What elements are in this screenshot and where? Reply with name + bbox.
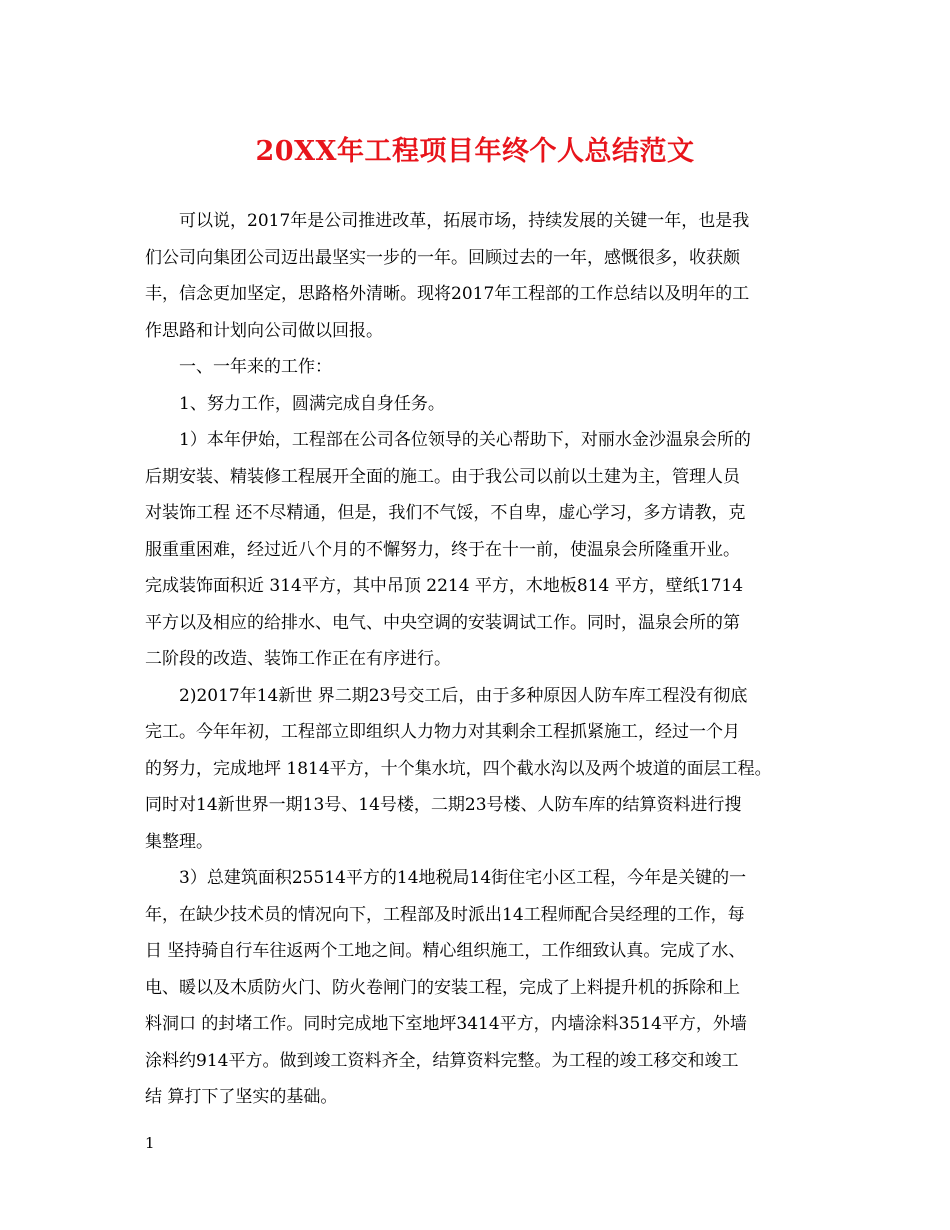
text-line: 结 算打下了坚实的基础。 — [145, 1087, 338, 1107]
text-line: 作思路和计划向公司做以回报。 — [145, 320, 383, 341]
text-line: 的努力，完成地坪 1814平方，十个集水坑，四个截水沟以及两个坡道的面层工程。 — [145, 758, 772, 779]
text-line: 完成装饰面积近 314平方，其中吊顶 2214 平方，木地板814 平方，壁纸1714 — [145, 576, 744, 596]
text-line: 平方以及相应的给排水、电气、中央空调的安装调试工作。同时，温泉会所的第 — [145, 612, 740, 633]
text-line: 可以说，2017年是公司推进改革，拓展市场，持续发展的关键一年，也是我 — [179, 211, 750, 231]
text-line: 集整理。 — [145, 831, 213, 852]
text-line: 日 坚持骑自行车往返两个工地之间。精心组织施工，工作细致认真。完成了水、 — [145, 941, 746, 961]
text-line: 电、暖以及木质防火门、防火卷闸门的安装工程，完成了上料提升机的拆除和上 — [145, 977, 740, 998]
text-line: 3）总建筑面积25514平方的14地税局14街住宅小区工程，今年是关键的一 — [179, 868, 747, 888]
text-line: 2)2017年14新世 界二期23号交工后，由于多种原因人防车库工程没有彻底 — [179, 685, 748, 706]
text-line: 料洞口 的封堵工作。同时完成地下室地坪3414平方，内墙涂料3514平方，外墙 — [145, 1014, 747, 1034]
paragraph — [145, 203, 835, 349]
text-line: 完工。今年年初，工程部立即组织人力物力对其剩余工程抓紧施工，经过一个月 — [145, 722, 740, 742]
text-line: 一、一年来的工作： — [179, 357, 332, 377]
text-line: 对装饰工程 还不尽精通，但是，我们不气馁，不自卑，虚心学习，多方请教，克 — [145, 503, 746, 523]
text-line: 年，在缺少技术员的情况向下，工程部及时派出14工程师配合吴经理的工作，每 — [145, 904, 745, 925]
text-line: 二阶段的改造、装饰工作正在有序进行。 — [145, 649, 451, 669]
paragraph — [145, 349, 835, 386]
text-line: 1）本年伊始，工程部在公司各位领导的关心帮助下，对丽水金沙温泉会所的 — [179, 430, 751, 450]
paragraph — [145, 422, 835, 678]
text-line: 1、努力工作，圆满完成自身任务。 — [179, 393, 445, 414]
paragraph — [145, 678, 835, 861]
text-line: 同时对14新世界一期13号、14号楼，二期23号楼、人防车库的结算资料进行搜 — [145, 795, 742, 815]
document-title: 20XX年工程项目年终个人总结范文 — [255, 136, 695, 167]
paragraph — [145, 860, 835, 1116]
text-line: 服重重困难，经过近八个月的不懈努力，终于在十一前，使温泉会所隆重开业。 — [145, 539, 740, 560]
document-body — [145, 203, 835, 1116]
text-line: 丰，信念更加坚定，思路格外清晰。现将2017年工程部的工作总结以及明年的工 — [145, 284, 750, 304]
paragraph — [145, 386, 835, 423]
page-number: 1 — [145, 1134, 155, 1152]
text-line: 们公司向集团公司迈出最坚实一步的一年。回顾过去的一年，感慨很多，收获颇 — [145, 247, 740, 268]
text-line: 涂料约914平方。做到竣工资料齐全，结算资料完整。为工程的竣工移交和竣工 — [145, 1050, 739, 1071]
text-line: 后期安装、精装修工程展开全面的施工。由于我公司以前以土建为主，管理人员 — [145, 466, 740, 487]
